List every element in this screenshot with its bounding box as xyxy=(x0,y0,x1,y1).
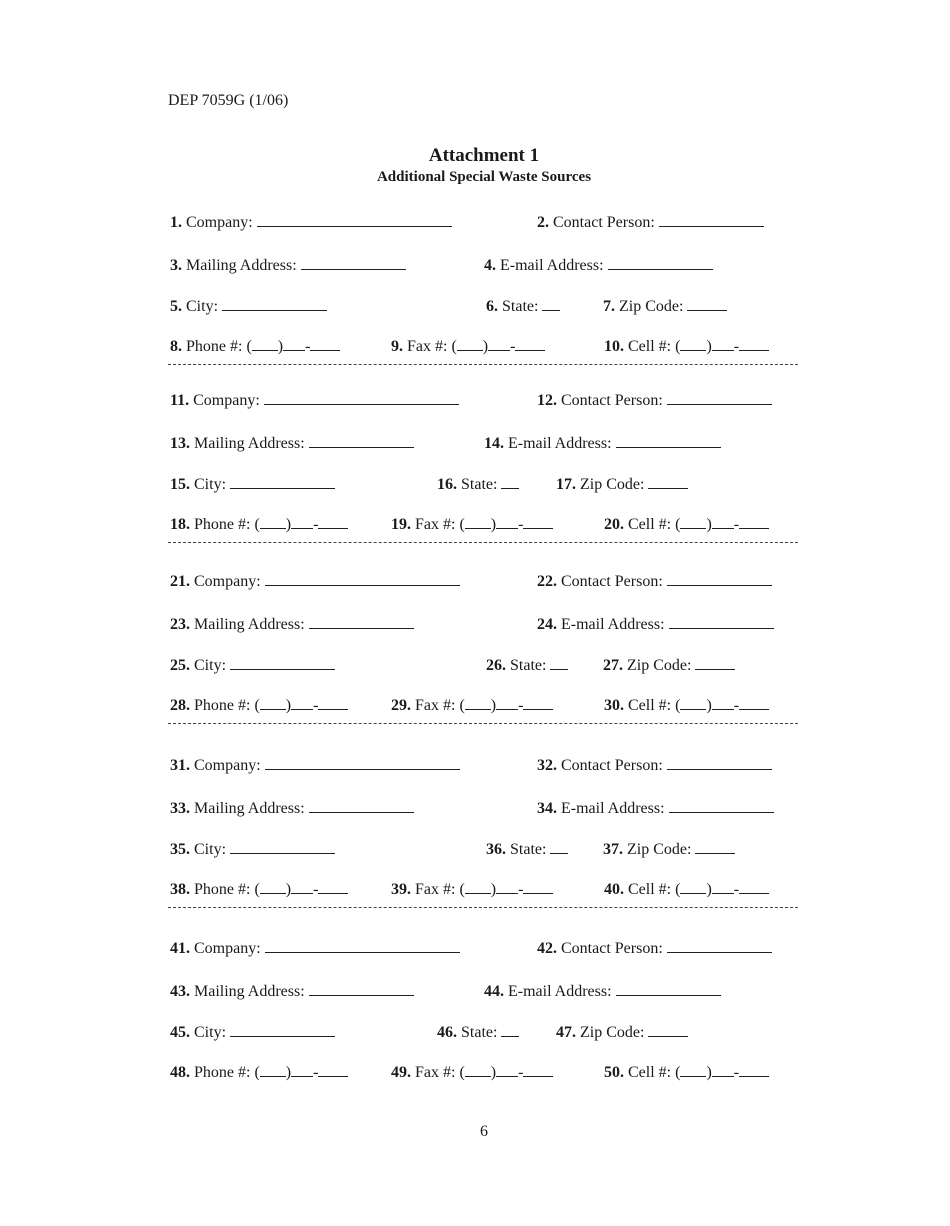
field-city-1 xyxy=(170,296,327,316)
fax-input[interactable]: ( ) - xyxy=(459,1064,553,1081)
state-input[interactable] xyxy=(542,296,560,311)
field-label: Fax #: xyxy=(415,697,456,714)
field-number: 9. xyxy=(391,338,403,355)
field-state-1 xyxy=(486,296,560,316)
field-number: 37. xyxy=(603,841,623,858)
company-input[interactable] xyxy=(265,755,460,770)
field-email-address-3 xyxy=(537,614,774,634)
contact-person-input[interactable] xyxy=(667,938,772,953)
field-company-1 xyxy=(170,212,452,232)
field-phone-1 xyxy=(170,336,340,356)
field-number: 22. xyxy=(537,573,557,590)
field-company-5 xyxy=(170,938,460,958)
field-mailing-address-1 xyxy=(170,255,406,275)
field-label: E-mail Address: xyxy=(500,257,604,274)
field-state-3 xyxy=(486,655,568,675)
field-label: Company: xyxy=(186,214,253,231)
fax-input[interactable]: ( ) - xyxy=(451,338,545,355)
cell-input[interactable]: ( ) - xyxy=(675,881,769,898)
field-email-address-1 xyxy=(484,255,713,275)
field-number: 7. xyxy=(603,298,615,315)
field-label: Contact Person: xyxy=(561,940,663,957)
field-fax-3 xyxy=(391,695,553,715)
field-number: 41. xyxy=(170,940,190,957)
field-number: 44. xyxy=(484,983,504,1000)
field-label: Zip Code: xyxy=(627,841,692,858)
zip-code-input[interactable] xyxy=(648,1022,688,1037)
field-number: 27. xyxy=(603,657,623,674)
field-number: 19. xyxy=(391,516,411,533)
cell-input[interactable]: ( ) - xyxy=(675,338,769,355)
field-contact-person-5 xyxy=(537,938,772,958)
section-divider xyxy=(168,907,798,908)
field-label: State: xyxy=(461,1024,498,1041)
company-input[interactable] xyxy=(257,212,452,227)
field-mailing-address-2 xyxy=(170,433,414,453)
field-number: 29. xyxy=(391,697,411,714)
page-number: 6 xyxy=(480,1123,488,1140)
field-phone-4 xyxy=(170,879,348,899)
field-number: 39. xyxy=(391,881,411,898)
field-fax-4 xyxy=(391,879,553,899)
field-cell-2 xyxy=(604,514,769,534)
field-cell-3 xyxy=(604,695,769,715)
field-label: Mailing Address: xyxy=(194,800,305,817)
field-label: Cell #: xyxy=(628,881,672,898)
field-label: E-mail Address: xyxy=(508,435,612,452)
field-label: Mailing Address: xyxy=(194,616,305,633)
field-state-5 xyxy=(437,1022,519,1042)
cell-input[interactable]: ( ) - xyxy=(675,1064,769,1081)
field-number: 17. xyxy=(556,476,576,493)
field-number: 46. xyxy=(437,1024,457,1041)
field-phone-3 xyxy=(170,695,348,715)
field-city-3 xyxy=(170,655,335,675)
field-number: 32. xyxy=(537,757,557,774)
mailing-address-input[interactable] xyxy=(309,798,414,813)
field-number: 45. xyxy=(170,1024,190,1041)
field-contact-person-2 xyxy=(537,390,772,410)
phone-input[interactable]: ( ) - xyxy=(254,516,348,533)
field-label: E-mail Address: xyxy=(508,983,612,1000)
mailing-address-input[interactable] xyxy=(309,433,414,448)
state-input[interactable] xyxy=(550,839,568,854)
company-input[interactable] xyxy=(265,571,460,586)
field-label: Contact Person: xyxy=(561,757,663,774)
field-number: 25. xyxy=(170,657,190,674)
cell-input[interactable]: ( ) - xyxy=(675,697,769,714)
field-label: State: xyxy=(502,298,539,315)
field-state-2 xyxy=(437,474,519,494)
field-label: Fax #: xyxy=(415,881,456,898)
field-number: 30. xyxy=(604,697,624,714)
field-label: City: xyxy=(194,476,227,493)
field-number: 10. xyxy=(604,338,624,355)
contact-person-input[interactable] xyxy=(667,390,772,405)
section-divider xyxy=(168,723,798,724)
field-label: Cell #: xyxy=(628,338,672,355)
field-label: Contact Person: xyxy=(561,392,663,409)
field-cell-5 xyxy=(604,1062,769,1082)
contact-person-input[interactable] xyxy=(667,571,772,586)
field-number: 49. xyxy=(391,1064,411,1081)
field-label: Mailing Address: xyxy=(186,257,297,274)
field-zip-code-4 xyxy=(603,839,735,859)
field-zip-code-3 xyxy=(603,655,735,675)
field-number: 4. xyxy=(484,257,496,274)
field-label: City: xyxy=(186,298,219,315)
field-number: 40. xyxy=(604,881,624,898)
field-mailing-address-4 xyxy=(170,798,414,818)
field-number: 33. xyxy=(170,800,190,817)
field-fax-1 xyxy=(391,336,545,356)
field-label: City: xyxy=(194,657,227,674)
city-input[interactable] xyxy=(222,296,327,311)
field-label: Zip Code: xyxy=(580,476,645,493)
field-number: 35. xyxy=(170,841,190,858)
mailing-address-input[interactable] xyxy=(301,255,406,270)
field-number: 50. xyxy=(604,1064,624,1081)
field-number: 3. xyxy=(170,257,182,274)
field-label: Cell #: xyxy=(628,697,672,714)
form-code: DEP 7059G (1/06) xyxy=(168,92,289,109)
field-label: Company: xyxy=(194,940,261,957)
field-label: Phone #: xyxy=(194,881,251,898)
field-city-5 xyxy=(170,1022,335,1042)
field-label: E-mail Address: xyxy=(561,616,665,633)
zip-code-input[interactable] xyxy=(648,474,688,489)
field-cell-1 xyxy=(604,336,769,356)
field-label: Fax #: xyxy=(407,338,448,355)
phone-input[interactable]: ( ) - xyxy=(246,338,340,355)
field-number: 18. xyxy=(170,516,190,533)
field-label: Zip Code: xyxy=(627,657,692,674)
field-label: Contact Person: xyxy=(553,214,655,231)
field-number: 14. xyxy=(484,435,504,452)
zip-code-input[interactable] xyxy=(695,839,735,854)
field-label: City: xyxy=(194,1024,227,1041)
city-input[interactable] xyxy=(230,655,335,670)
fax-input[interactable]: ( ) - xyxy=(459,697,553,714)
field-number: 16. xyxy=(437,476,457,493)
field-cell-4 xyxy=(604,879,769,899)
field-mailing-address-5 xyxy=(170,981,414,1001)
field-number: 42. xyxy=(537,940,557,957)
field-label: Cell #: xyxy=(628,516,672,533)
field-number: 15. xyxy=(170,476,190,493)
email-address-input[interactable] xyxy=(669,614,774,629)
state-input[interactable] xyxy=(501,1022,519,1037)
field-zip-code-2 xyxy=(556,474,688,494)
field-number: 26. xyxy=(486,657,506,674)
page-title: Attachment 1 xyxy=(428,145,540,166)
cell-input[interactable]: ( ) - xyxy=(675,516,769,533)
field-number: 24. xyxy=(537,616,557,633)
field-label: State: xyxy=(510,841,547,858)
mailing-address-input[interactable] xyxy=(309,614,414,629)
field-zip-code-5 xyxy=(556,1022,688,1042)
field-number: 12. xyxy=(537,392,557,409)
field-number: 23. xyxy=(170,616,190,633)
field-fax-5 xyxy=(391,1062,553,1082)
page-subtitle: Additional Special Waste Sources xyxy=(376,169,592,185)
city-input[interactable] xyxy=(230,839,335,854)
section-divider xyxy=(168,364,798,365)
field-company-3 xyxy=(170,571,460,591)
field-number: 5. xyxy=(170,298,182,315)
field-label: Contact Person: xyxy=(561,573,663,590)
phone-input[interactable]: ( ) - xyxy=(254,881,348,898)
field-number: 36. xyxy=(486,841,506,858)
email-address-input[interactable] xyxy=(669,798,774,813)
field-number: 47. xyxy=(556,1024,576,1041)
phone-input[interactable]: ( ) - xyxy=(254,1064,348,1081)
field-number: 13. xyxy=(170,435,190,452)
field-number: 8. xyxy=(170,338,182,355)
field-email-address-2 xyxy=(484,433,721,453)
field-zip-code-1 xyxy=(603,296,727,316)
city-input[interactable] xyxy=(230,1022,335,1037)
fax-input[interactable]: ( ) - xyxy=(459,881,553,898)
field-label: Phone #: xyxy=(194,516,251,533)
field-label: Cell #: xyxy=(628,1064,672,1081)
company-input[interactable] xyxy=(264,390,459,405)
field-label: Phone #: xyxy=(186,338,243,355)
field-number: 2. xyxy=(537,214,549,231)
field-number: 21. xyxy=(170,573,190,590)
field-number: 43. xyxy=(170,983,190,1000)
field-number: 34. xyxy=(537,800,557,817)
field-label: State: xyxy=(510,657,547,674)
field-label: Zip Code: xyxy=(580,1024,645,1041)
field-number: 38. xyxy=(170,881,190,898)
field-label: Fax #: xyxy=(415,1064,456,1081)
field-label: Zip Code: xyxy=(619,298,684,315)
field-number: 28. xyxy=(170,697,190,714)
zip-code-input[interactable] xyxy=(695,655,735,670)
field-number: 1. xyxy=(170,214,182,231)
state-input[interactable] xyxy=(501,474,519,489)
field-label: Phone #: xyxy=(194,1064,251,1081)
field-phone-2 xyxy=(170,514,348,534)
field-number: 20. xyxy=(604,516,624,533)
email-address-input[interactable] xyxy=(608,255,713,270)
field-label: Phone #: xyxy=(194,697,251,714)
field-label: Mailing Address: xyxy=(194,983,305,1000)
email-address-input[interactable] xyxy=(616,433,721,448)
contact-person-input[interactable] xyxy=(659,212,764,227)
field-email-address-4 xyxy=(537,798,774,818)
field-state-4 xyxy=(486,839,568,859)
field-label: Fax #: xyxy=(415,516,456,533)
field-number: 6. xyxy=(486,298,498,315)
field-city-4 xyxy=(170,839,335,859)
field-number: 48. xyxy=(170,1064,190,1081)
field-label: Company: xyxy=(194,573,261,590)
field-contact-person-1 xyxy=(537,212,764,232)
fax-input[interactable]: ( ) - xyxy=(459,516,553,533)
field-city-2 xyxy=(170,474,335,494)
contact-person-input[interactable] xyxy=(667,755,772,770)
field-mailing-address-3 xyxy=(170,614,414,634)
field-label: City: xyxy=(194,841,227,858)
mailing-address-input[interactable] xyxy=(309,981,414,996)
field-number: 11. xyxy=(170,392,190,409)
field-number: 31. xyxy=(170,757,190,774)
company-input[interactable] xyxy=(265,938,460,953)
field-email-address-5 xyxy=(484,981,721,1001)
field-label: Company: xyxy=(193,392,260,409)
field-fax-2 xyxy=(391,514,553,534)
field-contact-person-4 xyxy=(537,755,772,775)
section-divider xyxy=(168,542,798,543)
city-input[interactable] xyxy=(230,474,335,489)
phone-input[interactable]: ( ) - xyxy=(254,697,348,714)
field-label: Mailing Address: xyxy=(194,435,305,452)
field-company-4 xyxy=(170,755,460,775)
field-contact-person-3 xyxy=(537,571,772,591)
field-label: State: xyxy=(461,476,498,493)
field-company-2 xyxy=(170,390,459,410)
state-input[interactable] xyxy=(550,655,568,670)
zip-code-input[interactable] xyxy=(687,296,727,311)
field-phone-5 xyxy=(170,1062,348,1082)
field-label: Company: xyxy=(194,757,261,774)
field-label: E-mail Address: xyxy=(561,800,665,817)
email-address-input[interactable] xyxy=(616,981,721,996)
